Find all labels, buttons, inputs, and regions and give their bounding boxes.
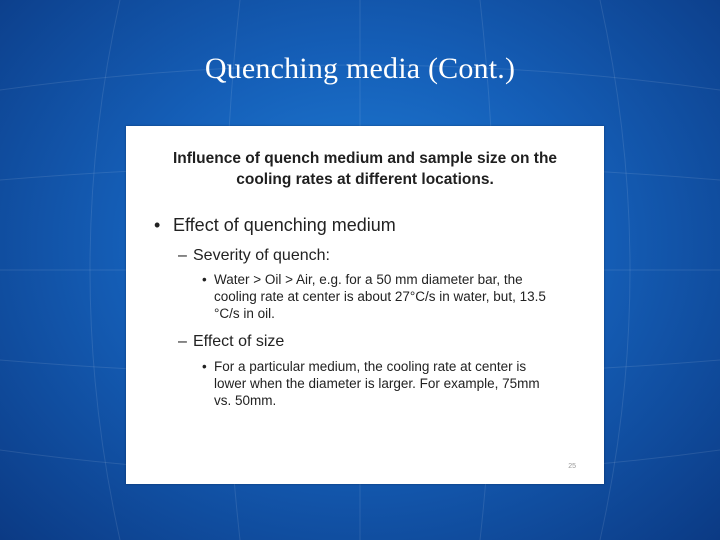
detail-line-1: For a particular medium, the cooling rate at center is <box>214 359 527 374</box>
dash-icon: – <box>178 247 187 264</box>
bullet-icon: • <box>202 359 207 374</box>
detail-line-3: vs. 50mm. <box>214 393 277 408</box>
detail-line-2: cooling rate at center is about 27°C/s in water, but, 13.5 <box>214 289 546 304</box>
detail-line-1: Water > Oil > Air, e.g. for a 50 mm diameter bar, the <box>214 272 523 287</box>
list-item-effect-of-quenching-medium: Effect of quenching medium <box>173 215 396 235</box>
detail-line-3: °C/s in oil. <box>214 306 275 321</box>
detail-line-2: lower when the diameter is larger. For example, 75mm <box>214 376 540 391</box>
content-card <box>126 126 604 484</box>
bullet-icon: • <box>202 272 207 287</box>
slide-title: Quenching media (Cont.) <box>204 52 516 85</box>
card-heading-line-2: cooling rates at different locations. <box>236 171 494 188</box>
dash-icon: – <box>178 333 187 350</box>
card-heading <box>146 148 584 190</box>
list-item-size-detail <box>214 358 594 409</box>
list-item-effect-of-size: Effect of size <box>193 333 285 350</box>
list-item-quench-severity-detail <box>214 271 594 322</box>
card-heading-line-1: Influence of quench medium and sample size on the <box>172 150 558 167</box>
page-number: 25 <box>568 463 576 470</box>
list-item-severity-of-quench: Severity of quench: <box>193 247 330 264</box>
bullet-icon: • <box>154 215 161 235</box>
